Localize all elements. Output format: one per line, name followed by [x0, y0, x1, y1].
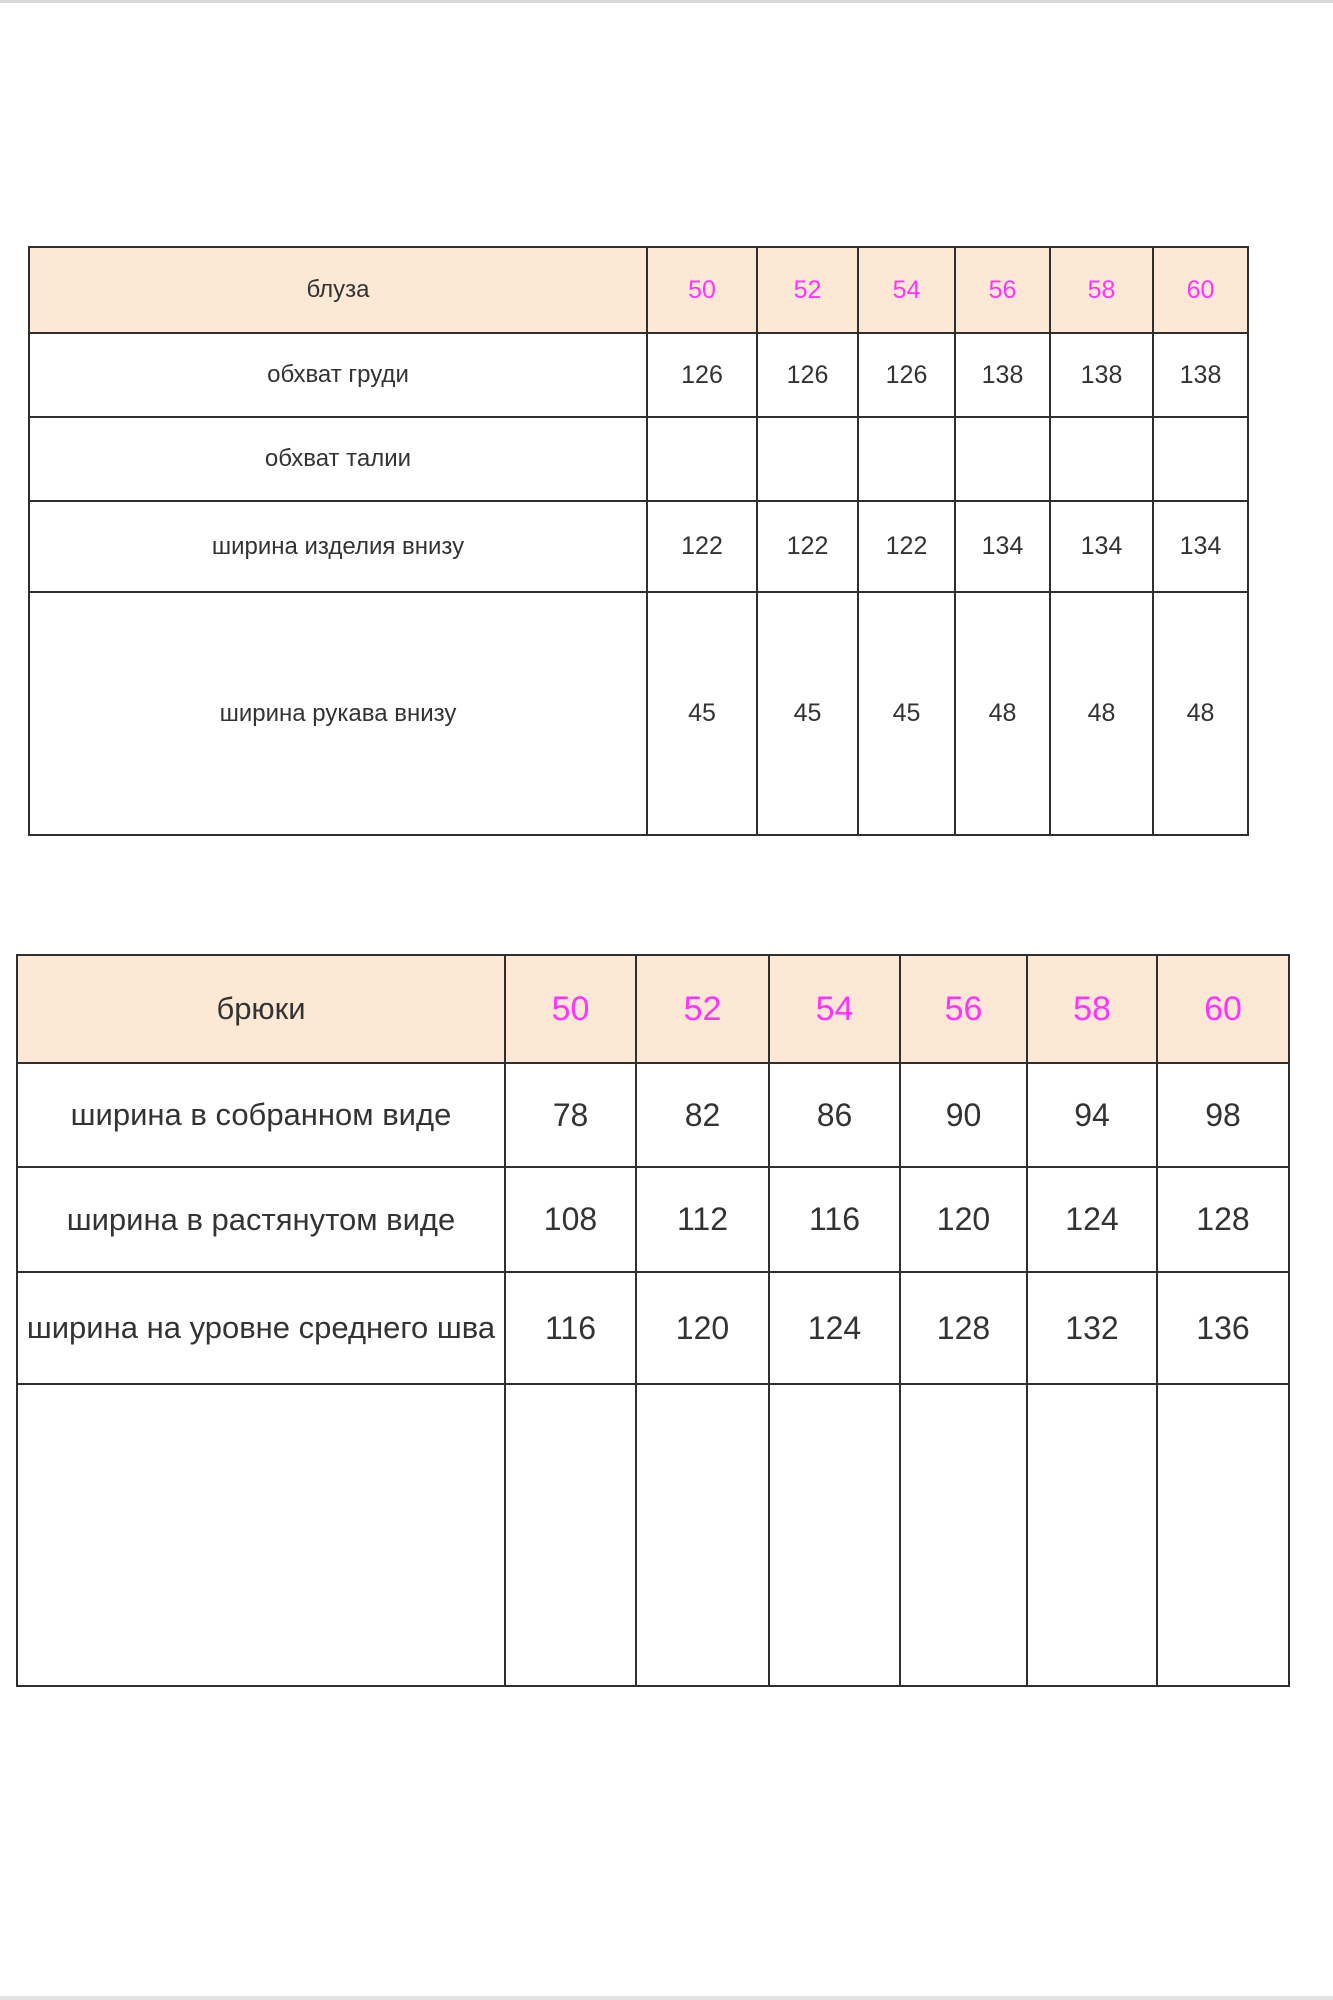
value-cell: 108	[505, 1167, 636, 1272]
value-cell: 90	[900, 1063, 1027, 1167]
trousers-size-table	[16, 954, 1290, 1687]
value-cell	[900, 1384, 1027, 1686]
value-cell: 126	[858, 333, 955, 417]
value-cell	[1027, 1384, 1157, 1686]
blouse-header-row	[29, 247, 1248, 333]
value-cell: 138	[955, 333, 1050, 417]
value-cell: 138	[1050, 333, 1153, 417]
blouse-title: блуза	[29, 247, 647, 333]
trousers-size-58: 58	[1027, 955, 1157, 1063]
row-label: ширина рукава внизу	[29, 592, 647, 835]
row-label	[17, 1384, 505, 1686]
value-cell	[1050, 417, 1153, 501]
blouse-row-chest	[29, 333, 1248, 417]
value-cell: 78	[505, 1063, 636, 1167]
trousers-header-row	[17, 955, 1289, 1063]
blouse-size-56: 56	[955, 247, 1050, 333]
value-cell: 45	[757, 592, 858, 835]
value-cell: 122	[757, 501, 858, 592]
value-cell: 98	[1157, 1063, 1289, 1167]
row-label: ширина в собранном виде	[17, 1063, 505, 1167]
trousers-row-mid-seam-width	[17, 1272, 1289, 1384]
blouse-row-hem-width	[29, 501, 1248, 592]
trousers-size-56: 56	[900, 955, 1027, 1063]
value-cell	[636, 1384, 769, 1686]
blouse-size-52: 52	[757, 247, 858, 333]
value-cell	[1157, 1384, 1289, 1686]
blouse-size-54: 54	[858, 247, 955, 333]
value-cell: 136	[1157, 1272, 1289, 1384]
trousers-title: брюки	[17, 955, 505, 1063]
value-cell: 45	[858, 592, 955, 835]
value-cell: 48	[955, 592, 1050, 835]
value-cell: 132	[1027, 1272, 1157, 1384]
top-edge-divider	[0, 0, 1333, 3]
trousers-size-54: 54	[769, 955, 900, 1063]
value-cell: 116	[505, 1272, 636, 1384]
value-cell: 134	[1050, 501, 1153, 592]
value-cell: 86	[769, 1063, 900, 1167]
value-cell: 126	[647, 333, 757, 417]
value-cell: 120	[900, 1167, 1027, 1272]
value-cell: 112	[636, 1167, 769, 1272]
value-cell: 82	[636, 1063, 769, 1167]
value-cell	[955, 417, 1050, 501]
blouse-row-sleeve-width	[29, 592, 1248, 835]
blouse-size-table	[28, 246, 1249, 836]
value-cell: 48	[1050, 592, 1153, 835]
value-cell: 48	[1153, 592, 1248, 835]
value-cell	[1153, 417, 1248, 501]
row-label: обхват талии	[29, 417, 647, 501]
row-label: ширина на уровне среднего шва	[17, 1272, 505, 1384]
blouse-size-58: 58	[1050, 247, 1153, 333]
bottom-edge-divider	[0, 1996, 1333, 2000]
value-cell	[757, 417, 858, 501]
trousers-size-60: 60	[1157, 955, 1289, 1063]
value-cell: 124	[1027, 1167, 1157, 1272]
value-cell: 122	[647, 501, 757, 592]
value-cell	[858, 417, 955, 501]
value-cell	[769, 1384, 900, 1686]
row-label: обхват груди	[29, 333, 647, 417]
trousers-row-gathered-width	[17, 1063, 1289, 1167]
value-cell: 126	[757, 333, 858, 417]
value-cell: 128	[1157, 1167, 1289, 1272]
value-cell: 122	[858, 501, 955, 592]
value-cell: 134	[955, 501, 1050, 592]
trousers-size-50: 50	[505, 955, 636, 1063]
blouse-size-60: 60	[1153, 247, 1248, 333]
trousers-row-empty	[17, 1384, 1289, 1686]
value-cell: 124	[769, 1272, 900, 1384]
value-cell: 116	[769, 1167, 900, 1272]
blouse-row-waist	[29, 417, 1248, 501]
value-cell: 128	[900, 1272, 1027, 1384]
value-cell: 120	[636, 1272, 769, 1384]
value-cell: 134	[1153, 501, 1248, 592]
row-label: ширина изделия внизу	[29, 501, 647, 592]
blouse-size-50: 50	[647, 247, 757, 333]
value-cell: 45	[647, 592, 757, 835]
trousers-size-52: 52	[636, 955, 769, 1063]
value-cell: 94	[1027, 1063, 1157, 1167]
row-label: ширина в растянутом виде	[17, 1167, 505, 1272]
value-cell	[647, 417, 757, 501]
value-cell: 138	[1153, 333, 1248, 417]
trousers-row-stretched-width	[17, 1167, 1289, 1272]
value-cell	[505, 1384, 636, 1686]
